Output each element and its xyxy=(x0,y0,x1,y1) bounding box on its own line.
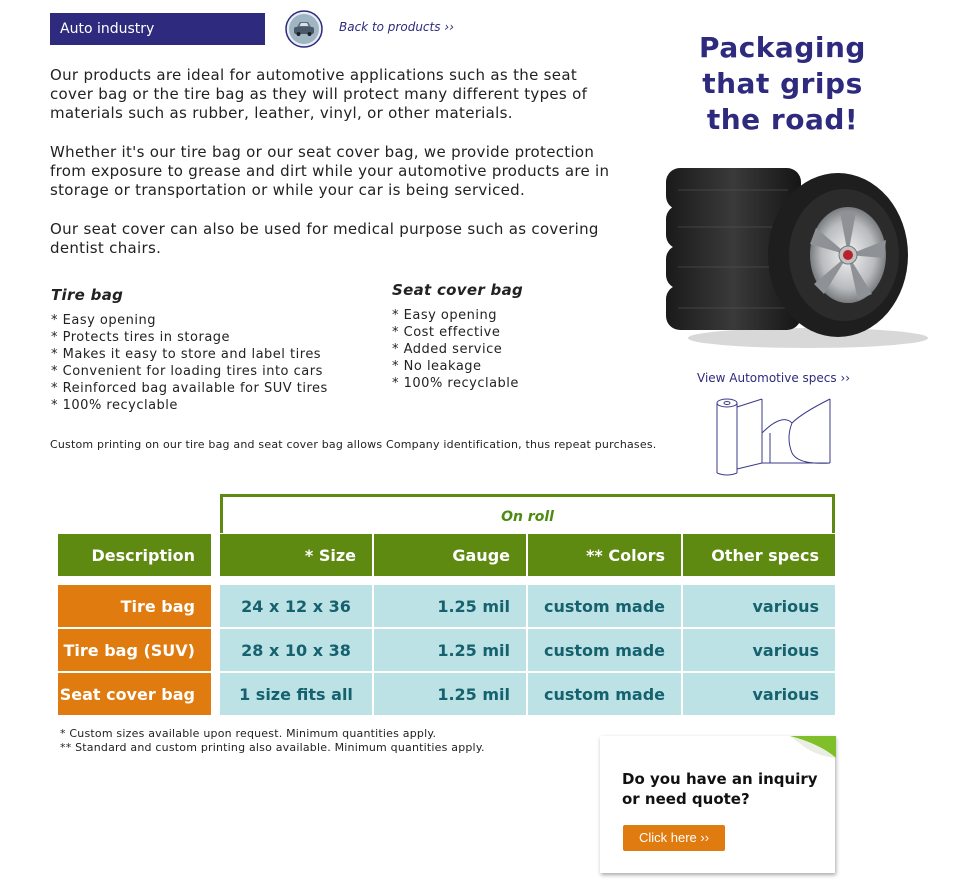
tire-bag-features xyxy=(51,312,328,414)
table-cell: custom made xyxy=(528,629,681,671)
list-item: * Easy opening xyxy=(51,313,156,328)
footnote-1: * Custom sizes available upon request. Minimum quantities apply. xyxy=(60,727,437,740)
click-here-button[interactable]: Click here ›› xyxy=(623,825,725,851)
on-roll-group-header: On roll xyxy=(220,494,835,533)
header-size: * Size xyxy=(220,534,372,576)
header-other-specs: Other specs xyxy=(683,534,835,576)
headline xyxy=(690,30,875,138)
quote-prompt xyxy=(622,769,818,809)
headline-line-3: the road! xyxy=(706,103,859,136)
row-label-seat-cover-bag: Seat cover bag xyxy=(58,673,211,715)
view-automotive-specs-link[interactable]: View Automotive specs ›› xyxy=(697,371,851,385)
intro-paragraph-1: Our products are ideal for automotive applications such as the seat cover bag or the tire bag as they will protect many different types of materials such as rubber, leather, vinyl, or other materials. xyxy=(50,66,588,122)
intro-paragraph-2: Whether it's our tire bag or our seat cover bag, we provide protection from exposure to grease and dirt while your automotive products are in storage or transportation or while your car is being serviced. xyxy=(50,143,610,199)
tire-bag-title: Tire bag xyxy=(51,286,124,304)
list-item: * Convenient for loading tires into cars xyxy=(51,364,323,379)
list-item: * 100% recyclable xyxy=(51,398,178,413)
intro-paragraph-3: Our seat cover can also be used for medical purpose such as covering dentist chairs. xyxy=(50,220,599,257)
table-cell: 1.25 mil xyxy=(374,673,526,715)
list-item: * Makes it easy to store and label tires xyxy=(51,347,322,362)
table-cell: various xyxy=(683,629,835,671)
car-icon[interactable] xyxy=(285,10,323,48)
table-cell: 28 x 10 x 38 xyxy=(220,629,372,671)
page-curl-icon xyxy=(790,736,836,770)
row-label-tire-bag-suv: Tire bag (SUV) xyxy=(58,629,211,671)
list-item: * 100% recyclable xyxy=(392,376,519,391)
row-label-tire-bag: Tire bag xyxy=(58,585,211,627)
section-tab: Auto industry xyxy=(50,13,265,45)
table-cell: custom made xyxy=(528,585,681,627)
table-cell: various xyxy=(683,673,835,715)
custom-printing-note: Custom printing on our tire bag and seat cover bag allows Company identification, thus repeat purchases. xyxy=(50,438,657,451)
table-cell: 1.25 mil xyxy=(374,585,526,627)
header-description: Description xyxy=(58,534,211,576)
list-item: * Protects tires in storage xyxy=(51,330,231,345)
quote-line-2: or need quote? xyxy=(622,790,750,808)
seat-cover-bag-features xyxy=(392,307,519,392)
table-cell: various xyxy=(683,585,835,627)
table-cell: 24 x 12 x 36 xyxy=(220,585,372,627)
table-footnotes xyxy=(60,727,485,755)
table-cell: 1.25 mil xyxy=(374,629,526,671)
list-item: * Easy opening xyxy=(392,308,497,323)
quote-line-1: Do you have an inquiry xyxy=(622,770,818,788)
table-cell: 1 size fits all xyxy=(220,673,372,715)
list-item: * Cost effective xyxy=(392,325,501,340)
headline-line-1: Packaging xyxy=(699,31,866,64)
roll-bag-icon[interactable] xyxy=(712,393,836,477)
seat-cover-bag-title: Seat cover bag xyxy=(392,281,524,299)
tire-stack-image xyxy=(658,160,930,350)
headline-line-2: that grips xyxy=(702,67,863,100)
list-item: * No leakage xyxy=(392,359,482,374)
list-item: * Reinforced bag available for SUV tires xyxy=(51,381,328,396)
back-to-products-link[interactable]: Back to products ›› xyxy=(339,20,454,34)
header-gauge: Gauge xyxy=(374,534,526,576)
header-colors: ** Colors xyxy=(528,534,681,576)
footnote-2: ** Standard and custom printing also available. Minimum quantities apply. xyxy=(60,741,485,754)
table-cell: custom made xyxy=(528,673,681,715)
list-item: * Added service xyxy=(392,342,503,357)
